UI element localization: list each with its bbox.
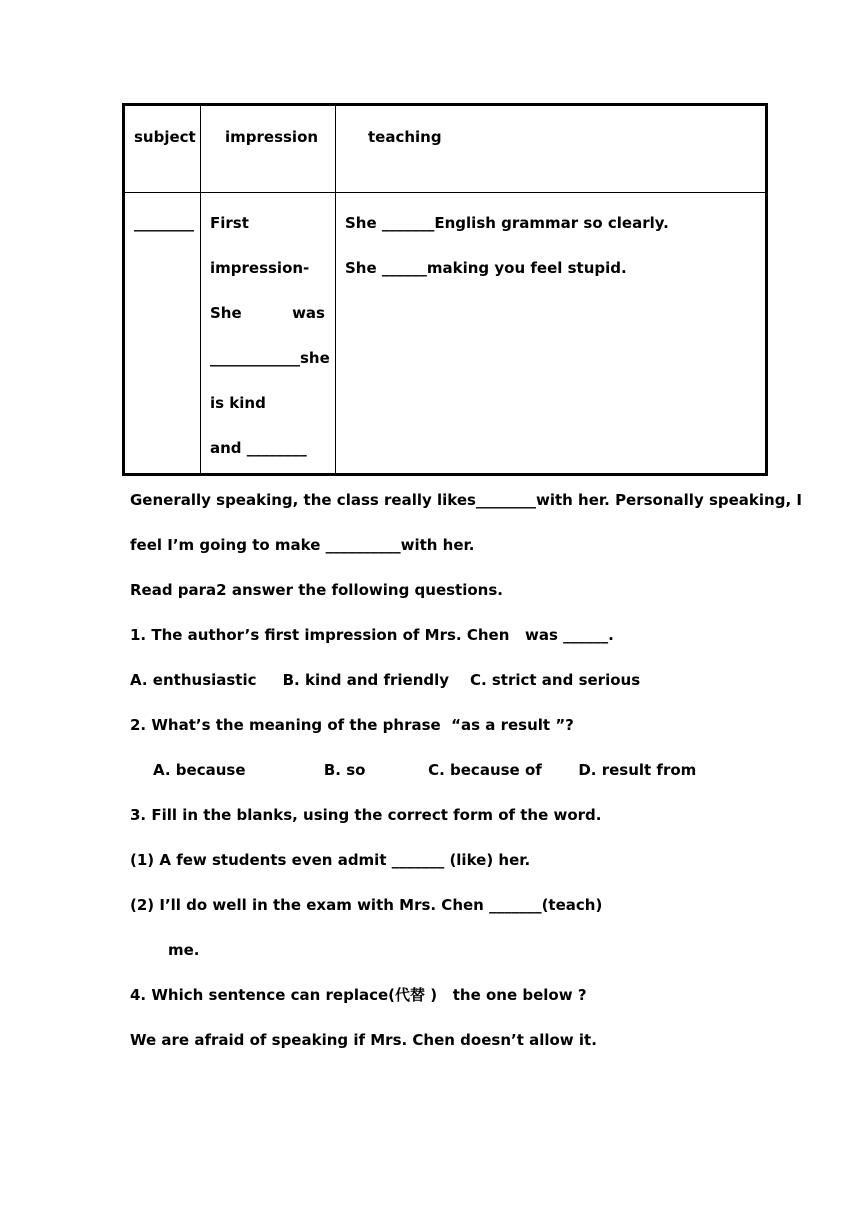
question-3-item-2: (2) I’ll do well in the exam with Mrs. Chen _______(teach) xyxy=(130,896,603,914)
subject-blank: ________ xyxy=(134,214,194,232)
question-3-item-1: (1) A few students even admit _______ (like) her. xyxy=(130,851,531,869)
question-1: 1. The author’s first impression of Mrs. Chen was ______. xyxy=(130,626,614,644)
paragraph: feel I’m going to make __________with her. xyxy=(130,536,475,554)
column-divider xyxy=(200,106,201,473)
question-3: 3. Fill in the blanks, using the correct form of the word. xyxy=(130,806,602,824)
impression-line: impression- xyxy=(210,259,310,277)
impression-word: She xyxy=(210,304,242,322)
row-divider xyxy=(125,192,765,193)
column-divider xyxy=(335,106,336,473)
impression-line: is kind xyxy=(210,394,266,412)
impression-word: was xyxy=(292,304,325,322)
question-4-sentence: We are afraid of speaking if Mrs. Chen doesn’t allow it. xyxy=(130,1031,597,1049)
teaching-line: She _______English grammar so clearly. xyxy=(345,214,669,232)
question-3-item-2-continued: me. xyxy=(168,941,200,959)
question-2-options: A. because B. so C. because of D. result from xyxy=(153,761,697,779)
impression-line: First xyxy=(210,214,249,232)
question-4: 4. Which sentence can replace(代替 ) the one below ? xyxy=(130,986,587,1004)
impression-line xyxy=(210,303,325,323)
header-subject: subject xyxy=(134,128,196,146)
impression-line: ____________she xyxy=(210,349,330,367)
paragraph: Generally speaking, the class really likes________with her. Personally speaking, I xyxy=(130,491,802,509)
teaching-line: She ______making you feel stupid. xyxy=(345,259,627,277)
instruction: Read para2 answer the following questions. xyxy=(130,581,503,599)
question-1-options: A. enthusiastic B. kind and friendly C. strict and serious xyxy=(130,671,641,689)
header-teaching: teaching xyxy=(368,128,442,146)
notes-table xyxy=(122,103,768,476)
header-impression: impression xyxy=(225,128,319,146)
question-2: 2. What’s the meaning of the phrase “as a result ”? xyxy=(130,716,574,734)
impression-line: and ________ xyxy=(210,439,307,457)
